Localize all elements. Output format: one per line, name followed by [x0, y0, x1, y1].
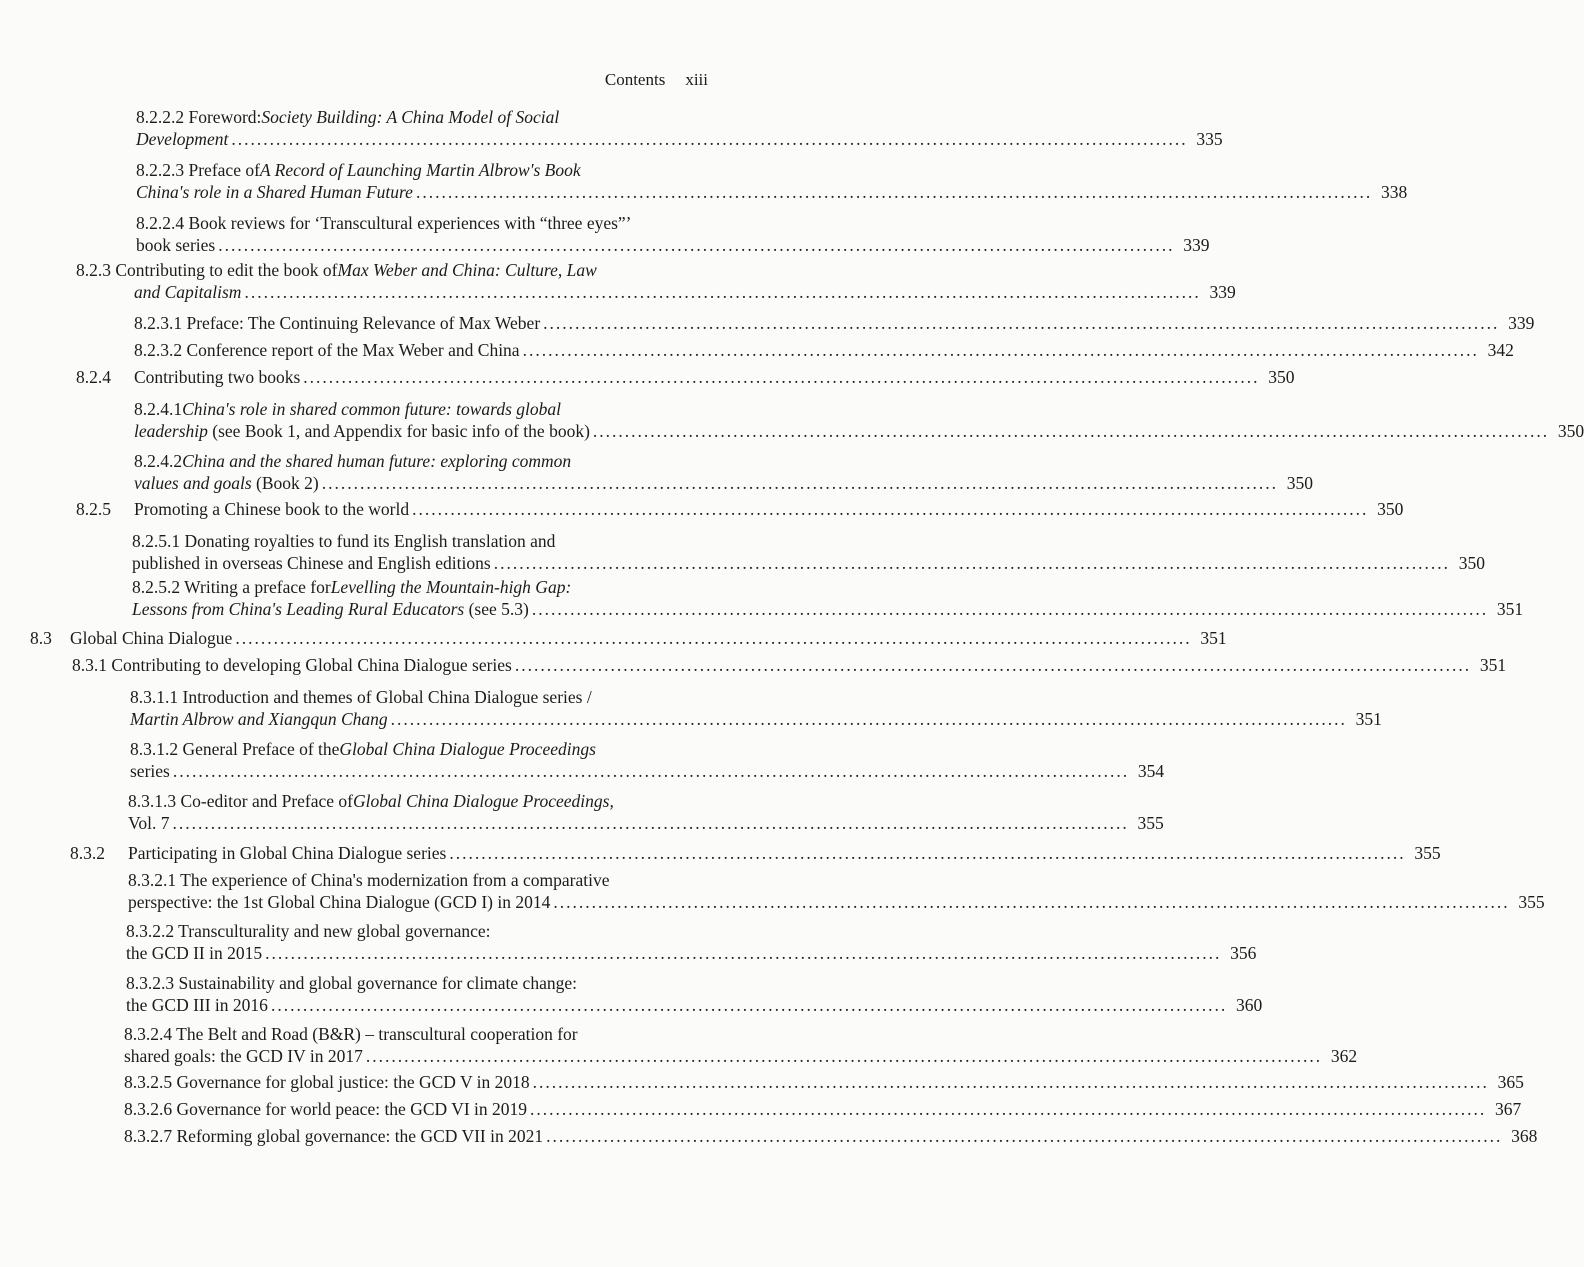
entry-text	[128, 812, 170, 834]
entry-title-line-2	[70, 627, 1227, 649]
entry-text: 8.3.1.2 General Preface of the	[130, 739, 340, 759]
entry-italic-title: China's role in a Shared Human Future	[136, 182, 413, 202]
page-number: 362	[1330, 1046, 1358, 1066]
page-number: 354	[1137, 761, 1165, 781]
page-number: 355	[1414, 843, 1441, 863]
dot-leader: ......................................................................................................................................................	[543, 313, 1500, 333]
entry-text-part: shared goals: the GCD IV in 2017	[124, 1046, 363, 1066]
entry-text	[134, 281, 241, 303]
entry-title-line-1	[124, 1023, 712, 1045]
dot-leader: ......................................................................................................................................................	[530, 1099, 1487, 1119]
entry-text	[72, 654, 512, 676]
toc-entry	[128, 842, 1441, 864]
entry-title-line-1	[134, 450, 712, 472]
entry-italic-title: China and the shared human future: exploring common	[182, 451, 572, 471]
entry-title-line-2	[124, 1098, 1522, 1120]
entry-italic-title: Max Weber and China: Culture, Law	[337, 260, 597, 280]
toc-entry	[134, 366, 1295, 388]
dot-leader: ......................................................................................................................................................	[270, 995, 1228, 1015]
entry-italic-title: Global China Dialogue Proceedings	[339, 739, 596, 759]
entry-text	[132, 552, 491, 574]
entry-italic-title: and Capitalism	[134, 282, 242, 302]
entry-title-line-2	[132, 552, 1485, 574]
page-number: 335	[1196, 129, 1223, 149]
entry-text: 8.2.3 Contributing to edit the book of	[76, 260, 338, 280]
page-number: 350	[1377, 499, 1404, 519]
entry-italic-title: Society Building: A China Model of Social	[261, 107, 560, 127]
dot-leader: ......................................................................................................................................................	[522, 340, 1479, 360]
dot-leader: ......................................................................................................................................................	[531, 599, 1489, 619]
page-number: 360	[1235, 995, 1263, 1015]
entry-text	[128, 842, 446, 864]
entry-text	[124, 1045, 363, 1067]
entry-italic-title: A Record of Launching Martin Albrow's Book	[259, 160, 581, 180]
page-number: 350	[1557, 421, 1584, 441]
entry-title-line-1	[136, 106, 712, 128]
toc-entry	[76, 259, 1236, 303]
page-number: 350	[1286, 473, 1313, 493]
running-header	[605, 70, 708, 90]
page-number: 355	[1137, 813, 1164, 833]
entry-italic-title: leadership	[134, 421, 208, 441]
entry-title-line-2	[136, 181, 1408, 203]
page-number: 339	[1209, 282, 1236, 302]
section-number: 8.2.4	[76, 367, 111, 387]
entry-title-line-2	[134, 312, 1535, 334]
entry-text-part: Contributing two books	[134, 367, 301, 387]
dot-leader: ......................................................................................................................................................	[412, 499, 1369, 519]
entry-text-part: 8.3.2.7 Reforming global governance: the GCD VII in 2021	[124, 1126, 544, 1146]
entry-title-line-1	[130, 738, 712, 760]
entry-text: 8.3.2.2 Transculturality and new global governance:	[126, 921, 491, 941]
entry-text	[124, 1098, 527, 1120]
entry-text-part: the GCD III in 2016	[126, 995, 268, 1015]
dot-leader: ......................................................................................................................................................	[592, 421, 1550, 441]
section-number: 8.2.5	[76, 499, 111, 519]
entry-title-line-1	[76, 259, 712, 281]
toc-entry	[134, 398, 1584, 442]
entry-title-line-2	[130, 708, 1382, 730]
dot-leader: ......................................................................................................................................................	[244, 282, 1201, 302]
entry-title-line-1	[130, 686, 712, 708]
entry-text: 8.2.4.1	[134, 399, 183, 419]
dot-leader: ......................................................................................................................................................	[303, 367, 1260, 387]
page-number: 367	[1495, 1099, 1522, 1119]
entry-title-line-2	[134, 420, 1584, 442]
entry-text	[132, 598, 529, 620]
entry-title-line-1	[126, 972, 712, 994]
toc-entry	[72, 654, 1507, 676]
entry-text-part: Vol. 7	[128, 813, 170, 833]
entry-italic-title: Martin Albrow and Xiangqun Chang	[130, 709, 388, 729]
toc-entry	[132, 530, 1485, 574]
entry-italic-title: Global China Dialogue Proceedings,	[353, 791, 614, 811]
entry-text-part: series	[130, 761, 170, 781]
dot-leader: ......................................................................................................................................................	[365, 1046, 1323, 1066]
entry-italic-title: values and goals	[134, 473, 252, 493]
entry-title-line-2	[126, 994, 1263, 1016]
entry-text	[134, 420, 590, 442]
section-number: 8.3.2	[70, 843, 105, 863]
entry-title-line-2	[124, 1045, 1358, 1067]
entry-text: 8.2.5.1 Donating royalties to fund its English translation and	[132, 531, 556, 551]
dot-leader: ......................................................................................................................................................	[265, 943, 1222, 963]
entry-text-part: book series	[136, 235, 216, 255]
toc-entry	[136, 212, 1210, 256]
entry-text	[130, 760, 170, 782]
entry-text: 8.2.2.2 Foreword:	[136, 107, 262, 127]
page-number: 339	[1508, 313, 1535, 333]
dot-leader: ......................................................................................................................................................	[231, 129, 1188, 149]
entry-text	[70, 627, 232, 649]
page-number: 351	[1479, 655, 1507, 675]
toc-entry	[124, 1071, 1524, 1093]
entry-text	[134, 366, 300, 388]
toc-entry	[132, 576, 1524, 620]
entry-title-line-2	[136, 128, 1223, 150]
toc-entry	[136, 106, 1223, 150]
entry-text	[134, 472, 319, 494]
toc-entry	[134, 498, 1404, 520]
dot-leader: ......................................................................................................................................................	[235, 628, 1192, 648]
toc-entry	[134, 312, 1535, 334]
entry-text-part: (see Book 1, and Appendix for basic info of the book)	[207, 421, 590, 441]
entry-title-line-1	[132, 576, 712, 598]
dot-leader: ......................................................................................................................................................	[321, 473, 1278, 493]
toc-entry	[130, 738, 1165, 782]
entry-text-part: published in overseas Chinese and English editions	[132, 553, 491, 573]
page-number: 351	[1355, 709, 1382, 729]
entry-title-line-2	[134, 339, 1514, 361]
entry-text: 8.2.4.2	[134, 451, 183, 471]
entry-italic-title: Lessons from China's Leading Rural Educators	[132, 599, 465, 619]
entry-title-line-2	[134, 472, 1313, 494]
entry-text-part: 8.3.2.6 Governance for world peace: the GCD VI in 2019	[124, 1099, 528, 1119]
entry-title-line-2	[124, 1125, 1538, 1147]
entry-text: 8.3.2.4 The Belt and Road (B&R) – transcultural cooperation for	[124, 1024, 578, 1044]
entry-text: 8.3.2.3 Sustainability and global governance for climate change:	[126, 973, 577, 993]
dot-leader: ......................................................................................................................................................	[390, 709, 1347, 729]
entry-text	[124, 1125, 543, 1147]
section-number: 8.3	[30, 628, 52, 648]
entry-title-line-2	[124, 1071, 1524, 1093]
page-number: 355	[1518, 892, 1545, 912]
dot-leader: ......................................................................................................................................................	[514, 655, 1472, 675]
toc-entry	[124, 1098, 1522, 1120]
entry-text	[126, 942, 262, 964]
entry-text: 8.2.2.3 Preface of	[136, 160, 260, 180]
entry-text-part: (Book 2)	[251, 473, 319, 493]
page-number: 338	[1380, 182, 1408, 202]
entry-text	[126, 994, 268, 1016]
entry-title-line-1	[126, 920, 712, 942]
toc-entry	[130, 686, 1382, 730]
dot-leader: ......................................................................................................................................................	[172, 761, 1130, 781]
entry-title-line-2	[134, 366, 1295, 388]
toc-entry	[128, 790, 1164, 834]
entry-text	[136, 128, 228, 150]
entry-title-line-2	[134, 498, 1404, 520]
entry-italic-title: Development	[136, 129, 229, 149]
toc-entry	[136, 159, 1408, 203]
entry-title-line-1	[136, 212, 712, 234]
page-number: 351	[1200, 628, 1227, 648]
entry-text	[128, 891, 550, 913]
dot-leader: ......................................................................................................................................................	[546, 1126, 1503, 1146]
dot-leader: ......................................................................................................................................................	[218, 235, 1175, 255]
entry-text-part: 8.3.1 Contributing to developing Global China Dialogue series	[72, 655, 512, 675]
entry-title-line-2	[126, 942, 1257, 964]
entry-title-line-2	[130, 760, 1165, 782]
entry-text-part: the GCD II in 2015	[126, 943, 263, 963]
entry-title-line-1	[128, 790, 712, 812]
page-number: 342	[1487, 340, 1514, 360]
entry-title-line-1	[136, 159, 712, 181]
entry-text-part: Participating in Global China Dialogue series	[128, 843, 447, 863]
entry-text	[136, 234, 215, 256]
dot-leader: ......................................................................................................................................................	[172, 813, 1129, 833]
header-label: Contents	[604, 70, 666, 89]
entry-text	[134, 498, 409, 520]
page-number: 339	[1183, 235, 1210, 255]
toc-entry	[128, 869, 1545, 913]
entry-title-line-2	[128, 812, 1164, 834]
entry-text: 8.3.1.3 Co-editor and Preface of	[128, 791, 353, 811]
toc-entry	[124, 1023, 1358, 1067]
entry-text-part: Global China Dialogue	[70, 628, 233, 648]
dot-leader: ......................................................................................................................................................	[415, 182, 1373, 202]
page-number: 350	[1458, 553, 1485, 573]
toc-entry	[126, 920, 1257, 964]
entry-text	[136, 181, 413, 203]
page-number: 350	[1268, 367, 1295, 387]
entry-title-line-2	[136, 234, 1210, 256]
entry-italic-title: China's role in shared common future: towards global	[182, 399, 561, 419]
toc-entry	[134, 450, 1313, 494]
entry-text-part: 8.3.2.5 Governance for global justice: the GCD V in 2018	[124, 1072, 530, 1092]
entry-title-line-1	[128, 869, 712, 891]
entry-text	[134, 312, 540, 334]
entry-text	[124, 1071, 530, 1093]
toc-entry	[124, 1125, 1538, 1147]
entry-text-part: perspective: the 1st Global China Dialogue (GCD I) in 2014	[128, 892, 551, 912]
entry-text-part: (see 5.3)	[464, 599, 529, 619]
entry-text-part: 8.2.3.1 Preface: The Continuing Relevance of Max Weber	[134, 313, 541, 333]
entry-text-part: 8.2.3.2 Conference report of the Max Weber and China	[134, 340, 520, 360]
toc-entry	[126, 972, 1263, 1016]
entry-title-line-2	[128, 891, 1545, 913]
entry-title-line-2	[128, 842, 1441, 864]
dot-leader: ......................................................................................................................................................	[493, 553, 1450, 573]
dot-leader: ......................................................................................................................................................	[532, 1072, 1489, 1092]
page-number: 351	[1496, 599, 1524, 619]
entry-title-line-1	[134, 398, 712, 420]
entry-italic-title: Levelling the Mountain-high Gap:	[330, 577, 572, 597]
entry-text	[134, 339, 520, 361]
entry-text: 8.3.1.1 Introduction and themes of Global China Dialogue series /	[130, 687, 592, 707]
entry-title-line-2	[132, 598, 1524, 620]
entry-title-line-1	[132, 530, 712, 552]
page-number: 365	[1497, 1072, 1524, 1092]
entry-text: 8.2.2.4 Book reviews for ‘Transcultural experiences with “three eyes”’	[136, 213, 632, 233]
page-number: 368	[1511, 1126, 1538, 1146]
entry-text: 8.2.5.2 Writing a preface for	[132, 577, 331, 597]
toc-entry	[134, 339, 1514, 361]
entry-title-line-2	[76, 281, 1236, 303]
header-page-number: xiii	[685, 70, 708, 89]
page-number: 356	[1230, 943, 1257, 963]
entry-title-line-2	[72, 654, 1507, 676]
toc-entry	[70, 627, 1227, 649]
dot-leader: ......................................................................................................................................................	[449, 843, 1406, 863]
entry-text: 8.3.2.1 The experience of China's modernization from a comparative	[128, 870, 610, 890]
entry-text-part: Promoting a Chinese book to the world	[134, 499, 410, 519]
entry-text	[130, 708, 388, 730]
dot-leader: ......................................................................................................................................................	[553, 892, 1510, 912]
